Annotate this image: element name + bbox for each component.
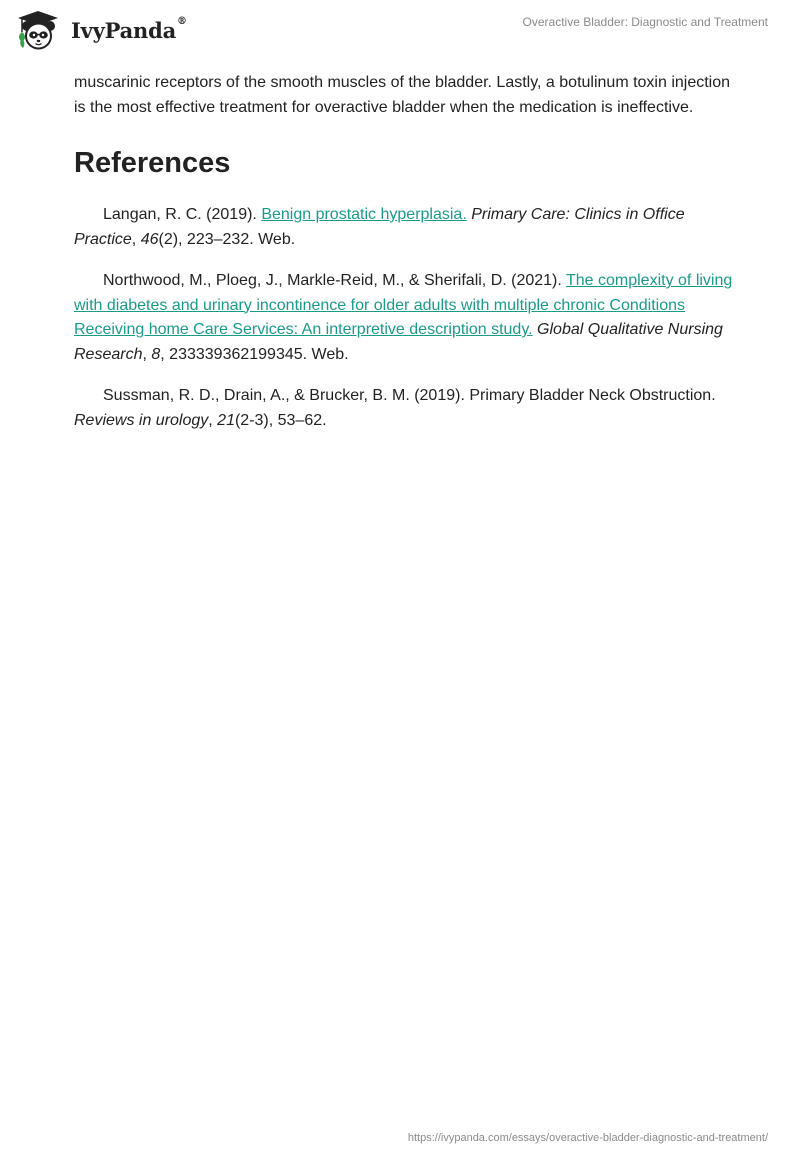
brand-name: IvyPanda® (71, 15, 187, 43)
page-header (0, 0, 800, 64)
journal-title: Reviews in urology (74, 411, 209, 429)
journal-volume: 21 (217, 411, 235, 429)
journal-volume: 8 (151, 345, 161, 363)
journal-title: Primary Care: Clinics in Office Practice (74, 206, 685, 248)
references-heading: References (74, 147, 231, 179)
document-body (74, 71, 734, 450)
reference-item: Sussman, R. D., Drain, A., & Brucker, B. M. (2019). Primary Bladder Neck Obstruction. Reviews in urology, 21(2-3), 53–62. (74, 387, 716, 429)
panda-logo-icon (14, 8, 66, 52)
reference-link[interactable]: Benign prostatic hyperplasia. (261, 206, 467, 223)
reference-item: Langan, R. C. (2019). Benign prostatic hyperplasia. Primary Care: Clinics in Office Practice, 46(2), 223–232. Web. (74, 206, 685, 248)
body-paragraph: muscarinic receptors of the smooth muscles of the bladder. Lastly, a botulinum toxin injection is the most effective treatment for overactive bladder when the medication is ineffective. (74, 74, 731, 116)
reference-link[interactable]: The complexity of living with diabetes and urinary incontinence for older adults with multiple chronic Conditions Receiving home Care Services: An interpretive description study. (74, 272, 733, 338)
document-title: Overactive Bladder: Diagnostic and Treatment (522, 15, 768, 29)
journal-title: Global Qualitative Nursing Research (74, 321, 723, 363)
registered-mark: ® (177, 15, 187, 27)
references-list (74, 203, 734, 433)
footer-url[interactable]: https://ivypanda.com/essays/overactive-bladder-diagnostic-and-treatment/ (407, 1132, 768, 1144)
reference-item: Northwood, M., Ploeg, J., Markle-Reid, M., & Sherifali, D. (2021). The complexity of living with diabetes and urinary incontinence for older adults with multiple chronic Conditions Receiving home Care Services: An interpretive description study. Global Qualitative Nursing Research, 8, 233339362199345. Web. (74, 272, 733, 363)
journal-volume: 46 (140, 230, 159, 248)
logo[interactable] (14, 8, 187, 52)
